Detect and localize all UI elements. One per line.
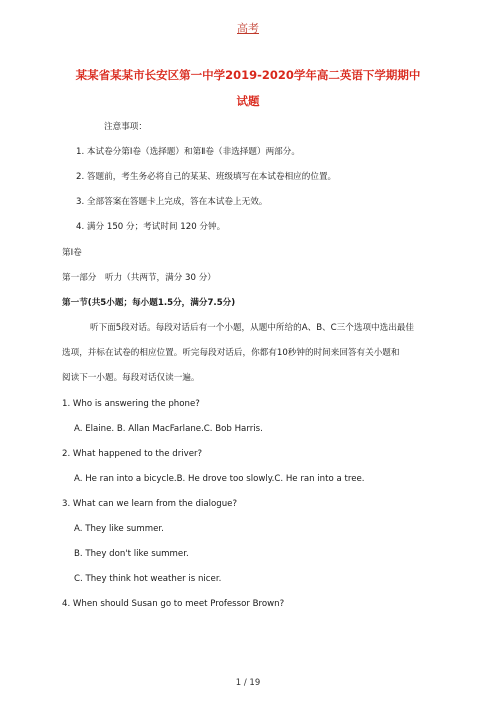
question-2-options: A. He ran into a bicycle.B. He drove too slowly.C. He ran into a tree. xyxy=(74,474,365,484)
question-3-option-c: C. They think hot weather is nicer. xyxy=(74,574,222,584)
document-title-line-2: 试题 xyxy=(236,94,260,108)
notice-heading: 注意事项： xyxy=(104,122,147,132)
question-1: 1. Who is answering the phone? xyxy=(62,399,200,409)
volume-heading: 第Ⅰ卷 xyxy=(62,248,82,258)
notice-item: 3. 全部答案在答题卡上完成，答在本试卷上无效。 xyxy=(76,197,268,207)
subsection-heading: 第一节(共5小题；每小题1.5分，满分7.5分) xyxy=(62,298,236,308)
header-link[interactable]: 高考 xyxy=(237,22,259,35)
notice-item: 2. 答题前，考生务必将自己的某某、班级填写在本试卷相应的位置。 xyxy=(76,172,337,182)
notice-item: 4. 满分 150 分；考试时间 120 分钟。 xyxy=(76,222,226,232)
instruction-line: 听下面5段对话。每段对话后有一个小题，从题中所给的A、B、C三个选项中选出最佳 xyxy=(90,323,415,333)
question-3-option-a: A. They like summer. xyxy=(74,524,164,534)
question-4: 4. When should Susan go to meet Professor Brown? xyxy=(62,599,285,609)
instruction-line: 阅读下一小题。每段对话仅读一遍。 xyxy=(62,373,200,383)
notice-item: 1. 本试卷分第Ⅰ卷（选择题）和第Ⅱ卷（非选择题）两部分。 xyxy=(76,147,300,157)
question-2: 2. What happened to the driver? xyxy=(62,449,203,459)
page-number: 1 / 19 xyxy=(235,678,261,688)
document-title-line-1: 某某省某某市长安区第一中学2019-2020学年高二英语下学期期中 xyxy=(75,68,421,82)
question-3-option-b: B. They don't like summer. xyxy=(74,549,189,559)
question-3: 3. What can we learn from the dialogue? xyxy=(62,499,238,509)
part-heading: 第一部分 听力（共两节，满分 30 分） xyxy=(62,273,216,283)
question-1-options: A. Elaine. B. Allan MacFarlane.C. Bob Harris. xyxy=(74,424,263,434)
instruction-line: 选项，并标在试卷的相应位置。听完每段对话后，你都有10秒钟的时间来回答有关小题和 xyxy=(62,348,400,358)
